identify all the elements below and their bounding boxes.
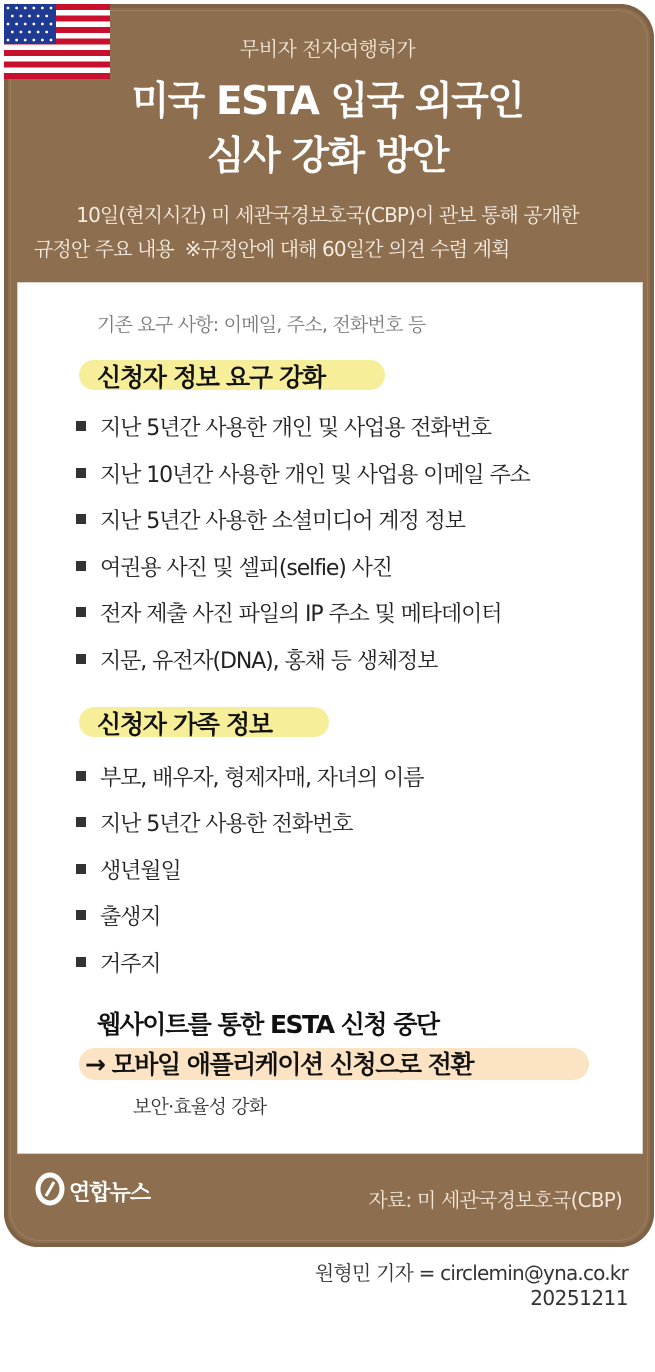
description-line-1: 10일(현지시간) 미 세관국경보호국(CBP)이 관보 통해 공개한 bbox=[76, 203, 579, 227]
list-item-text: 생년월일 bbox=[100, 859, 181, 884]
list-item-text: 부모, 배우자, 형제자매, 자녀의 이름 bbox=[100, 766, 424, 791]
list-item-text: 거주지 bbox=[100, 952, 161, 977]
title-line-1: 미국 ESTA 입국 외국인 bbox=[131, 79, 524, 124]
bullet-square-icon bbox=[76, 771, 86, 781]
title-line-2: 심사 강화 방안 bbox=[206, 134, 449, 179]
section-title: 신청자 가족 정보 bbox=[97, 710, 272, 739]
list-item-text: 지문, 유전자(DNA), 홍채 등 생체정보 bbox=[100, 649, 438, 674]
bullet-square-icon bbox=[76, 607, 86, 617]
list-item-text: 지난 5년간 사용한 개인 및 사업용 전화번호 bbox=[100, 416, 491, 441]
bullet-square-icon bbox=[76, 864, 86, 874]
section-title: 신청자 정보 요구 강화 bbox=[97, 363, 325, 392]
bullet-square-icon bbox=[76, 514, 86, 524]
list-item-text: 전자 제출 사진 파일의 IP 주소 및 메타데이터 bbox=[100, 602, 502, 627]
list-item-text: 출생지 bbox=[100, 905, 161, 930]
bullet-square-icon bbox=[76, 468, 86, 478]
reporter-credit: 원형민 기자 = circlemin@yna.co.kr bbox=[314, 1261, 628, 1285]
existing-requirements: 기존 요구 사항: 이메일, 주소, 전화번호 등 bbox=[97, 314, 426, 336]
list-item-text: 여권용 사진 및 셀피(selfie) 사진 bbox=[100, 556, 392, 581]
publish-date: 20251211 bbox=[530, 1286, 628, 1310]
yonhap-logo-icon bbox=[35, 1172, 67, 1206]
list-item-text: 지난 5년간 사용한 소셜미디어 계정 정보 bbox=[100, 509, 465, 534]
list-item-text: 지난 10년간 사용한 개인 및 사업용 이메일 주소 bbox=[100, 463, 530, 488]
bullet-square-icon bbox=[76, 817, 86, 827]
logo-text: 연합뉴스 bbox=[69, 1181, 151, 1206]
bullet-square-icon bbox=[76, 957, 86, 967]
security-efficiency-note: 보안·효율성 강화 bbox=[133, 1096, 267, 1118]
bullet-square-icon bbox=[76, 654, 86, 664]
bullet-square-icon bbox=[76, 561, 86, 571]
description-line-2: 규정안 주요 내용 ※규정안에 대해 60일간 의견 수렴 계획 bbox=[34, 237, 510, 261]
subtitle: 무비자 전자여행허가 bbox=[239, 37, 416, 61]
bullet-square-icon bbox=[76, 421, 86, 431]
list-item-text: 지난 5년간 사용한 전화번호 bbox=[100, 812, 353, 837]
transition-text: → 모바일 애플리케이션 신청으로 전환 bbox=[85, 1050, 474, 1079]
source-credit: 자료: 미 세관국경보호국(CBP) bbox=[368, 1188, 622, 1212]
bullet-square-icon bbox=[76, 910, 86, 920]
web-application-stop: 웹사이트를 통한 ESTA 신청 중단 bbox=[97, 1010, 439, 1039]
